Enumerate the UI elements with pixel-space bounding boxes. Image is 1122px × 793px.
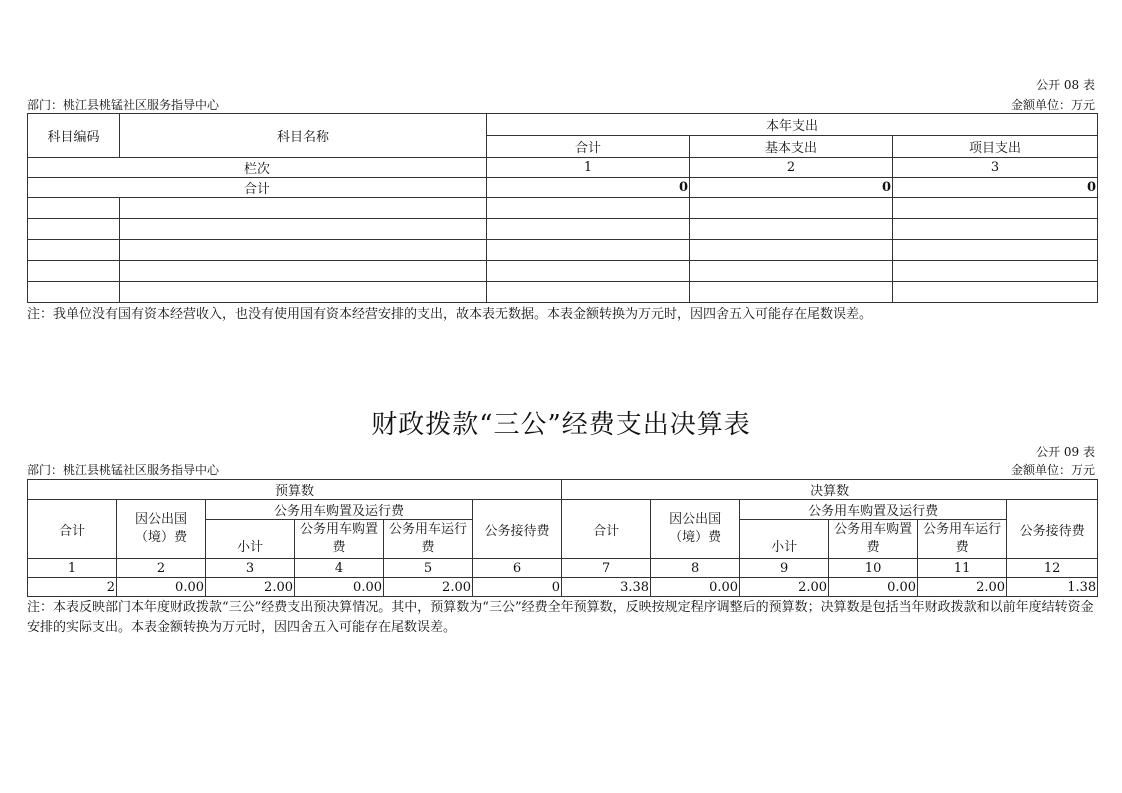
- final-vehicle-subtotal-value: 2.00: [740, 578, 829, 597]
- column-number: 5: [384, 559, 473, 578]
- column-number: 10: [829, 559, 918, 578]
- table08-note: 注：我单位没有国有资本经营收入，也没有使用国有资本经营安排的支出，故本表无数据。本表金额转换为万元时，因四舍五入可能存在尾数误差。: [27, 307, 873, 322]
- table09: [27, 479, 1098, 597]
- table-row: [28, 240, 1098, 261]
- final-abroad-value: 0.00: [651, 578, 740, 597]
- final-header-purchase: 公务用车购置费: [829, 520, 918, 559]
- column-number: 2: [117, 559, 206, 578]
- table09-unit: 金额单位：万元: [1010, 463, 1095, 477]
- budget-vehicle-subtotal-value: 2.00: [206, 578, 295, 597]
- column-number-label: 栏次: [28, 158, 487, 178]
- column-number-3: 3: [893, 158, 1098, 178]
- column-number: 9: [740, 559, 829, 578]
- budget-header-reception: 公务接待费: [473, 500, 562, 559]
- header-project-expense: 项目支出: [893, 136, 1098, 158]
- header-subject-name: 科目名称: [120, 114, 487, 158]
- total-row-label: 合计: [28, 178, 487, 198]
- column-number: 1: [28, 559, 117, 578]
- table08-code: 公开 08 表: [1036, 78, 1095, 92]
- budget-reception-value: 0: [473, 578, 562, 597]
- column-number: 12: [1007, 559, 1098, 578]
- final-vehicle-operation-value: 2.00: [918, 578, 1007, 597]
- budget-header-total: 合计: [28, 500, 117, 559]
- header-year-expense: 本年支出: [487, 114, 1098, 136]
- table08-department: 部门：桃江县桃锰社区服务指导中心: [27, 98, 220, 112]
- budget-vehicle-purchase-value: 0.00: [295, 578, 384, 597]
- column-number: 7: [562, 559, 651, 578]
- table-row: [28, 282, 1098, 303]
- total-row-project: 0: [893, 178, 1098, 198]
- table09-code: 公开 09 表: [1036, 445, 1095, 459]
- final-header-reception: 公务接待费: [1007, 500, 1098, 559]
- final-header-subtotal: 小计: [740, 520, 829, 559]
- column-numbers-row: [28, 559, 1098, 578]
- final-header-total: 合计: [562, 500, 651, 559]
- column-number: 6: [473, 559, 562, 578]
- header-total: 合计: [487, 136, 690, 158]
- budget-header-vehicle: 公务用车购置及运行费: [206, 500, 473, 520]
- column-number: 4: [295, 559, 384, 578]
- header-subject-code: 科目编码: [28, 114, 120, 158]
- budget-vehicle-operation-value: 2.00: [384, 578, 473, 597]
- final-reception-value: 1.38: [1007, 578, 1098, 597]
- budget-abroad-value: 0.00: [117, 578, 206, 597]
- final-header-abroad: 因公出国（境）费: [651, 500, 740, 559]
- table09-note: 注：本表反映部门本年度财政拨款“三公”经费支出预决算情况。其中，预算数为“三公”经费全年预算数，反映按规定程序调整后的预算数；决算数是包括当年财政拨款和以前年度结转资金安排的实际支出。本表金额转换为万元时，因四舍五入可能存在尾数误差。: [27, 600, 1094, 635]
- table08: [27, 113, 1098, 303]
- table-row: [28, 261, 1098, 282]
- table-row: [28, 219, 1098, 240]
- column-number-2: 2: [690, 158, 893, 178]
- header-budget: 预算数: [28, 480, 562, 500]
- table09-title: 财政拨款“三公”经费支出决算表: [371, 410, 751, 440]
- column-number: 11: [918, 559, 1007, 578]
- table08-unit: 金额单位：万元: [1010, 98, 1095, 112]
- budget-total-value: 2: [28, 578, 117, 597]
- total-row-basic: 0: [690, 178, 893, 198]
- table09-department: 部门：桃江县桃锰社区服务指导中心: [27, 463, 220, 477]
- column-number: 3: [206, 559, 295, 578]
- table-row: [28, 198, 1098, 219]
- budget-header-abroad: 因公出国（境）费: [117, 500, 206, 559]
- budget-header-operation: 公务用车运行费: [384, 520, 473, 559]
- header-final: 决算数: [562, 480, 1098, 500]
- final-vehicle-purchase-value: 0.00: [829, 578, 918, 597]
- final-header-vehicle: 公务用车购置及运行费: [740, 500, 1007, 520]
- column-number: 8: [651, 559, 740, 578]
- values-row: [28, 578, 1098, 597]
- final-header-operation: 公务用车运行费: [918, 520, 1007, 559]
- column-number-1: 1: [487, 158, 690, 178]
- budget-header-subtotal: 小计: [206, 520, 295, 559]
- header-basic-expense: 基本支出: [690, 136, 893, 158]
- budget-header-purchase: 公务用车购置费: [295, 520, 384, 559]
- final-total-value: 3.38: [562, 578, 651, 597]
- total-row-total: 0: [487, 178, 690, 198]
